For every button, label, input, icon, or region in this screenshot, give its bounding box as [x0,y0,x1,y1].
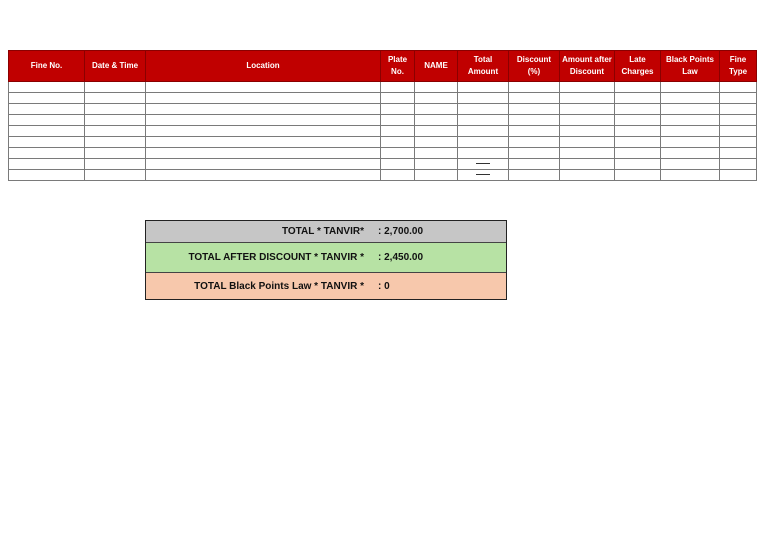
table-cell[interactable] [381,126,415,137]
table-cell[interactable] [458,104,509,115]
table-cell[interactable] [9,104,85,115]
table-cell[interactable] [560,115,615,126]
table-cell[interactable] [146,137,381,148]
table-cell[interactable] [415,170,458,181]
table-cell[interactable] [509,148,560,159]
table-cell[interactable] [415,137,458,148]
table-cell[interactable] [415,104,458,115]
table-cell[interactable] [615,126,661,137]
table-cell[interactable] [458,170,509,181]
table-row [9,126,757,137]
table-cell[interactable] [560,148,615,159]
cell-dash-mark [476,163,490,164]
table-cell[interactable] [146,93,381,104]
table-cell[interactable] [560,159,615,170]
table-cell[interactable] [615,104,661,115]
table-cell[interactable] [9,82,85,93]
table-cell[interactable] [415,115,458,126]
table-cell[interactable] [9,170,85,181]
table-cell[interactable] [458,115,509,126]
table-cell[interactable] [720,104,757,115]
table-cell[interactable] [615,170,661,181]
table-cell[interactable] [615,82,661,93]
table-cell[interactable] [720,93,757,104]
table-cell[interactable] [415,148,458,159]
table-cell[interactable] [415,93,458,104]
table-cell[interactable] [381,93,415,104]
table-cell[interactable] [9,115,85,126]
table-row [9,148,757,159]
table-row [9,159,757,170]
table-cell[interactable] [146,170,381,181]
table-cell[interactable] [85,115,146,126]
table-cell[interactable] [560,82,615,93]
table-cell[interactable] [615,115,661,126]
table-cell[interactable] [458,82,509,93]
table-cell[interactable] [381,148,415,159]
table-cell[interactable] [560,93,615,104]
table-cell[interactable] [615,159,661,170]
table-cell[interactable] [720,170,757,181]
table-cell[interactable] [560,170,615,181]
table-cell[interactable] [720,82,757,93]
column-header: Plate No. [381,51,415,82]
table-cell[interactable] [615,93,661,104]
table-cell[interactable] [9,159,85,170]
table-cell[interactable] [560,137,615,148]
table-cell[interactable] [146,82,381,93]
table-cell[interactable] [85,126,146,137]
table-cell[interactable] [146,115,381,126]
table-cell[interactable] [509,170,560,181]
table-cell[interactable] [509,159,560,170]
summary-total-value: : 2,700.00 [378,226,424,237]
summary-black-points-value: : 0 [378,280,390,292]
table-cell[interactable] [615,137,661,148]
table-cell[interactable] [661,93,720,104]
table-cell[interactable] [9,126,85,137]
table-cell[interactable] [509,137,560,148]
table-cell[interactable] [661,104,720,115]
table-cell[interactable] [415,82,458,93]
column-header: Total Amount [458,51,509,82]
table-cell[interactable] [9,93,85,104]
summary-total-row [146,221,506,243]
summary-discount-label: TOTAL AFTER DISCOUNT * TANVIR * [188,252,364,263]
summary-discount-row [146,243,506,273]
column-header: Amount after Discount [560,51,615,82]
table-cell[interactable] [458,159,509,170]
table-row [9,82,757,93]
table-cell[interactable] [720,115,757,126]
table-cell[interactable] [381,170,415,181]
table-row [9,137,757,148]
table-cell[interactable] [560,126,615,137]
table-cell[interactable] [720,137,757,148]
table-cell[interactable] [85,82,146,93]
table-cell[interactable] [415,159,458,170]
summary-black-points-row [146,273,506,299]
column-header: Fine Type [720,51,757,82]
table-cell[interactable] [85,148,146,159]
table-cell[interactable] [720,126,757,137]
table-cell[interactable] [720,148,757,159]
column-header: NAME [415,51,458,82]
summary-black-points-label: TOTAL Black Points Law * TANVIR * [194,280,364,292]
table-cell[interactable] [509,104,560,115]
table-cell[interactable] [615,148,661,159]
table-cell[interactable] [458,148,509,159]
table-row [9,104,757,115]
table-cell[interactable] [9,137,85,148]
table-cell[interactable] [720,159,757,170]
table-cell[interactable] [458,93,509,104]
table-cell[interactable] [146,104,381,115]
table-cell[interactable] [9,148,85,159]
table-cell[interactable] [458,126,509,137]
summary-discount-value: : 2,450.00 [378,252,424,263]
table-body [9,82,757,181]
table-cell[interactable] [85,170,146,181]
table-cell[interactable] [85,137,146,148]
table-cell[interactable] [85,159,146,170]
table-cell[interactable] [146,148,381,159]
table-cell[interactable] [661,159,720,170]
table-row [9,170,757,181]
table-cell[interactable] [381,104,415,115]
table-cell[interactable] [661,126,720,137]
table-cell[interactable] [661,170,720,181]
table-cell[interactable] [146,126,381,137]
table-cell[interactable] [661,148,720,159]
table-cell[interactable] [661,115,720,126]
table-cell[interactable] [146,159,381,170]
table-cell[interactable] [509,115,560,126]
column-header: Late Charges [615,51,661,82]
column-header: Location [146,51,381,82]
table-cell[interactable] [381,115,415,126]
table-header-row [9,51,757,82]
table-row [9,115,757,126]
table-cell[interactable] [509,93,560,104]
table-cell[interactable] [661,137,720,148]
table-cell[interactable] [509,126,560,137]
cell-dash-mark [476,174,490,175]
fines-table [8,50,757,181]
table-cell[interactable] [381,82,415,93]
column-header: Black Points Law [661,51,720,82]
table-cell[interactable] [458,137,509,148]
summary-box [145,220,507,300]
table-cell[interactable] [560,104,615,115]
column-header: Discount (%) [509,51,560,82]
summary-total-label: TOTAL * TANVIR* [281,226,364,237]
table-cell[interactable] [85,104,146,115]
table-cell[interactable] [661,82,720,93]
table-cell[interactable] [381,159,415,170]
table-cell[interactable] [509,82,560,93]
table-row [9,93,757,104]
table-cell[interactable] [85,93,146,104]
column-header: Date & Time [85,51,146,82]
table-cell[interactable] [381,137,415,148]
column-header: Fine No. [9,51,85,82]
table-cell[interactable] [415,126,458,137]
